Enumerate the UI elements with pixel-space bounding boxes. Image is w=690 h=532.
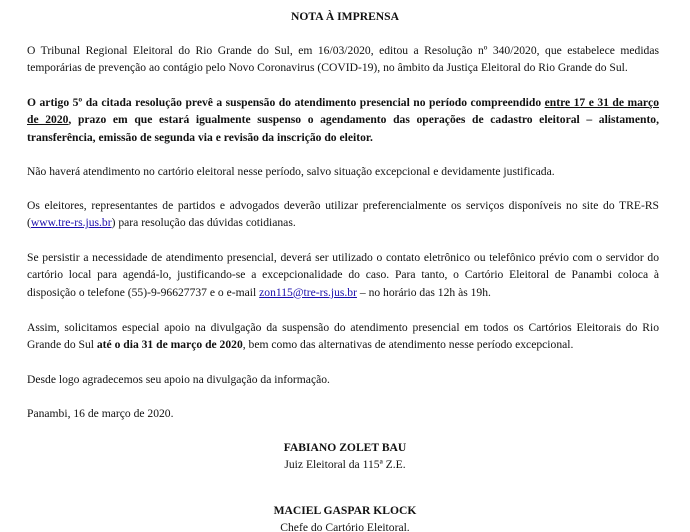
signature-chief-name: MACIEL GASPAR KLOCK <box>273 504 417 517</box>
paragraph-resolution: O Tribunal Regional Eleitoral do Rio Grande do Sul, em 16/03/2020, editou a Resolução nº 340/2020, que estabelece medidas temporárias de prevenção ao contágio pelo Novo Coronavirus (COVID-19), no âmbito da Justiça Eleitoral do Rio Grande do Sul. <box>27 44 659 75</box>
paragraph-article-5-text-end: , prazo em que estará igualmente suspenso o agendamento das operações de cadastro eleitoral – alistamento, transferência, emissão de segunda via e revisão da inscrição do eleitor. <box>27 113 659 144</box>
signature-chief <box>0 502 690 532</box>
paragraph-online-services <box>27 197 659 232</box>
page-title: NOTA À IMPRENSA <box>291 10 399 23</box>
paragraph-online-services-text-start: Os eleitores, representantes de partidos e advogados deverão utilizar preferencialmente os serviços disponíveis no site do TRE-RS ( <box>27 199 659 230</box>
tre-rs-website-link[interactable]: www.tre-rs.jus.br <box>30 216 112 230</box>
signature-judge-role: Juiz Eleitoral da 115ª Z.E. <box>284 458 406 472</box>
deadline-text: até o dia 31 de março de 2020 <box>96 338 243 352</box>
suspension-period-text: entre 17 e 31 de março de 2020 <box>27 96 660 127</box>
paragraph-online-services-text-end: ) para resolução das dúvidas cotidianas. <box>111 216 296 230</box>
zone-email-link[interactable]: zon115@tre-rs.jus.br <box>259 285 357 299</box>
paragraph-thanks: Desde logo agradecemos seu apoio na divulgação da informação. <box>27 373 330 386</box>
paragraph-article-5-text-start: O artigo 5º da citada resolução prevê a suspensão do atendimento presencial no período compreendido <box>27 96 545 109</box>
paragraph-contact-text-end: – no horário das 12h às 19h. <box>356 285 491 299</box>
paragraph-contact-text-start: Se persistir a necessidade de atendimento presencial, deverá ser utilizado o contato eletrônico ou telefônico prévio com o servidor do cartório local para agendá-lo, justificando-se a excepcionalidade do caso. Para tanto, o Cartório Eleitoral de Panambi coloca à disposição o telefone (55)-9-96627737 e o e-mail <box>27 251 659 299</box>
signature-chief-role: Chefe do Cartório Eleitoral. <box>280 521 410 532</box>
paragraph-request-support <box>27 319 659 354</box>
paragraph-article-5 <box>27 94 659 146</box>
signature-judge-name: FABIANO ZOLET BAU <box>283 441 407 454</box>
paragraph-request-support-text-end: , bem como das alternativas de atendimento nesse período excepcional. <box>242 338 574 352</box>
paragraph-contact <box>27 249 659 301</box>
signature-judge <box>0 439 690 474</box>
paragraph-request-support-text-start: Assim, solicitamos especial apoio na divulgação da suspensão do atendimento presencial em todos os Cartórios Eleitorais do Rio Grande do Sul <box>27 321 659 352</box>
paragraph-no-service: Não haverá atendimento no cartório eleitoral nesse período, salvo situação excepcional e devidamente justificada. <box>27 165 555 178</box>
date-line: Panambi, 16 de março de 2020. <box>27 407 174 420</box>
